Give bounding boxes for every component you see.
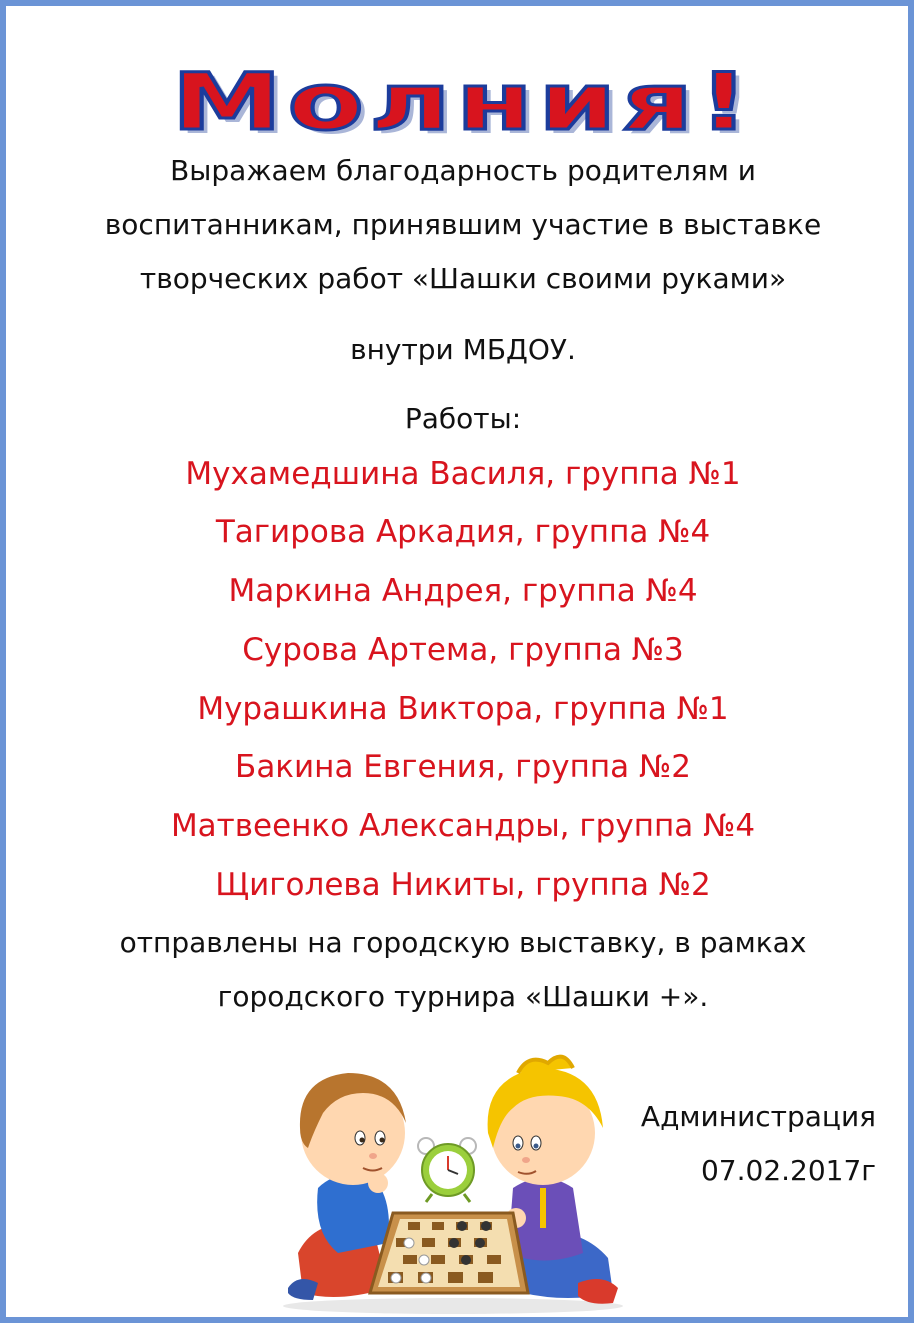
thanks-line: творческих работ «Шашки своими руками» [139,262,787,295]
work-entry: Сурова Артема, группа №3 [242,632,684,668]
works-label: Работы: [404,402,522,435]
work-entry: Мурашкина Виктора, группа №1 [197,691,729,727]
thanks-line: Выражаем благодарность родителям и [170,154,756,187]
work-entry: Бакина Евгения, группа №2 [235,749,691,785]
checkers-board [370,1213,528,1293]
closing-line: городского турнира «Шашки +». [217,980,709,1013]
work-entry: Тагирова Аркадия, группа №4 [215,514,711,550]
closing-line: отправлены на городскую выставку, в рамках [119,926,807,959]
signature-date: 07.02.2017г [700,1154,876,1187]
kids-checkers-illustration [278,1038,628,1318]
headline-text: Молния! [171,58,755,148]
headline [6,58,914,148]
thanks-line: воспитанникам, принявшим участие в выставке [104,208,822,241]
thanks-line: внутри МБДОУ. [350,333,576,366]
work-entry: Щиголева Никиты, группа №2 [215,867,711,903]
signature-author: Администрация [640,1100,876,1133]
floor-shadow [283,1298,623,1314]
work-entry: Мухамедшина Василя, группа №1 [185,456,741,492]
work-entry: Матвеенко Александры, группа №4 [170,808,756,844]
work-entry: Маркина Андрея, группа №4 [228,573,698,609]
alarm-clock-icon [418,1138,476,1202]
